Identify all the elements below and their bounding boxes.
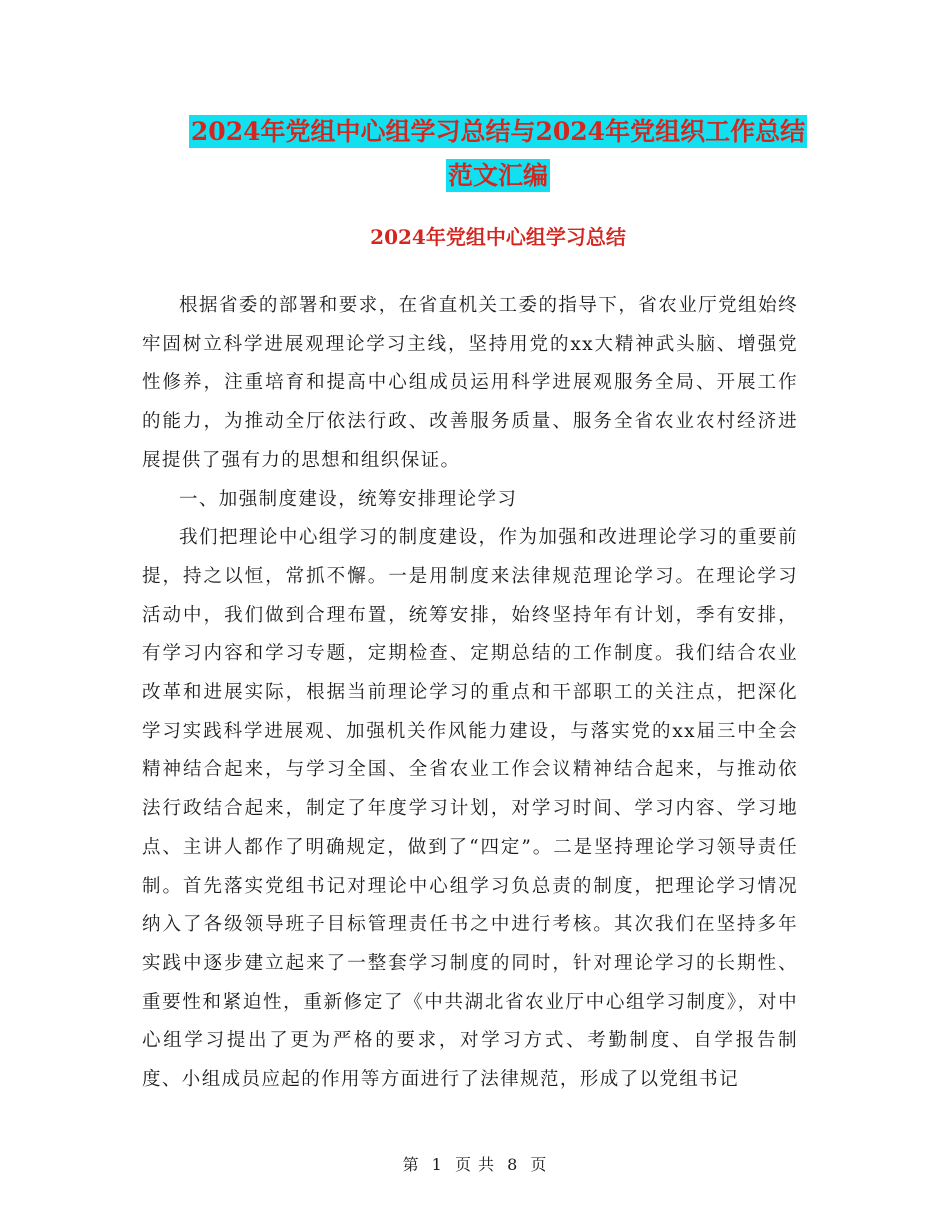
footer-prefix: 第 bbox=[402, 1155, 420, 1174]
footer-middle: 页 共 bbox=[454, 1155, 496, 1174]
paragraph-heading-1: 一、加强制度建设，统筹安排理论学习 bbox=[179, 488, 518, 510]
section-title: 2024年党组中心组学习总结 bbox=[370, 225, 626, 249]
footer-page-number: 1 bbox=[431, 1155, 443, 1174]
document-body bbox=[142, 287, 798, 1100]
paragraph-intro: 根据省委的部署和要求，在省直机关工委的指导下，省农业厅党组始终牢固树立科学进展观理论学习主线，坚持用党的xx大精神武头脑、增强党性修养，注重培育和提高中心组成员运用科学进展观服务全局、开展工作的能力，为推动全厅依法行政、改善服务质量、服务全省农业农村经济进展提供了强有力的思想和组织保证。 bbox=[142, 295, 798, 471]
page-footer bbox=[0, 1152, 950, 1175]
document-title bbox=[140, 110, 856, 198]
footer-suffix: 页 bbox=[530, 1155, 548, 1174]
document-title-line2: 范文汇编 bbox=[447, 161, 548, 190]
paragraph-body-1: 我们把理论中心组学习的制度建设，作为加强和改进理论学习的重要前提，持之以恒，常抓不懈。一是用制度来法律规范理论学习。在理论学习活动中，我们做到合理布置，统筹安排，始终坚持年有计划，季有安排，有学习内容和学习专题，定期检查、定期总结的工作制度。我们结合农业改革和进展实际，根据当前理论学习的重点和干部职工的关注点，把深化学习实践科学进展观、加强机关作风能力建设，与落实党的xx届三中全会精神结合起来，与学习全国、全省农业工作会议精神结合起来，与推动依法行政结合起来，制定了年度学习计划，对学习时间、学习内容、学习地点、主讲人都作了明确规定，做到了“四定”。二是坚持理论学习领导责任制。首先落实党组书记对理论中心组学习负总责的制度，把理论学习情况纳入了各级领导班子目标管理责任书之中进行考核。其次我们在坚持多年实践中逐步建立起来了一整套学习制度的同时，针对理论学习的长期性、重要性和紧迫性，重新修定了《中共湖北省农业厅中心组学习制度》，对中心组学习提出了更为严格的要求，对学习方式、考勤制度、自学报告制度、小组成员应起的作用等方面进行了法律规范，形成了以党组书记 bbox=[142, 527, 798, 1091]
document-title-line1: 2024年党组中心组学习总结与2024年党组织工作总结 bbox=[190, 117, 806, 146]
footer-total-pages: 8 bbox=[507, 1155, 519, 1174]
